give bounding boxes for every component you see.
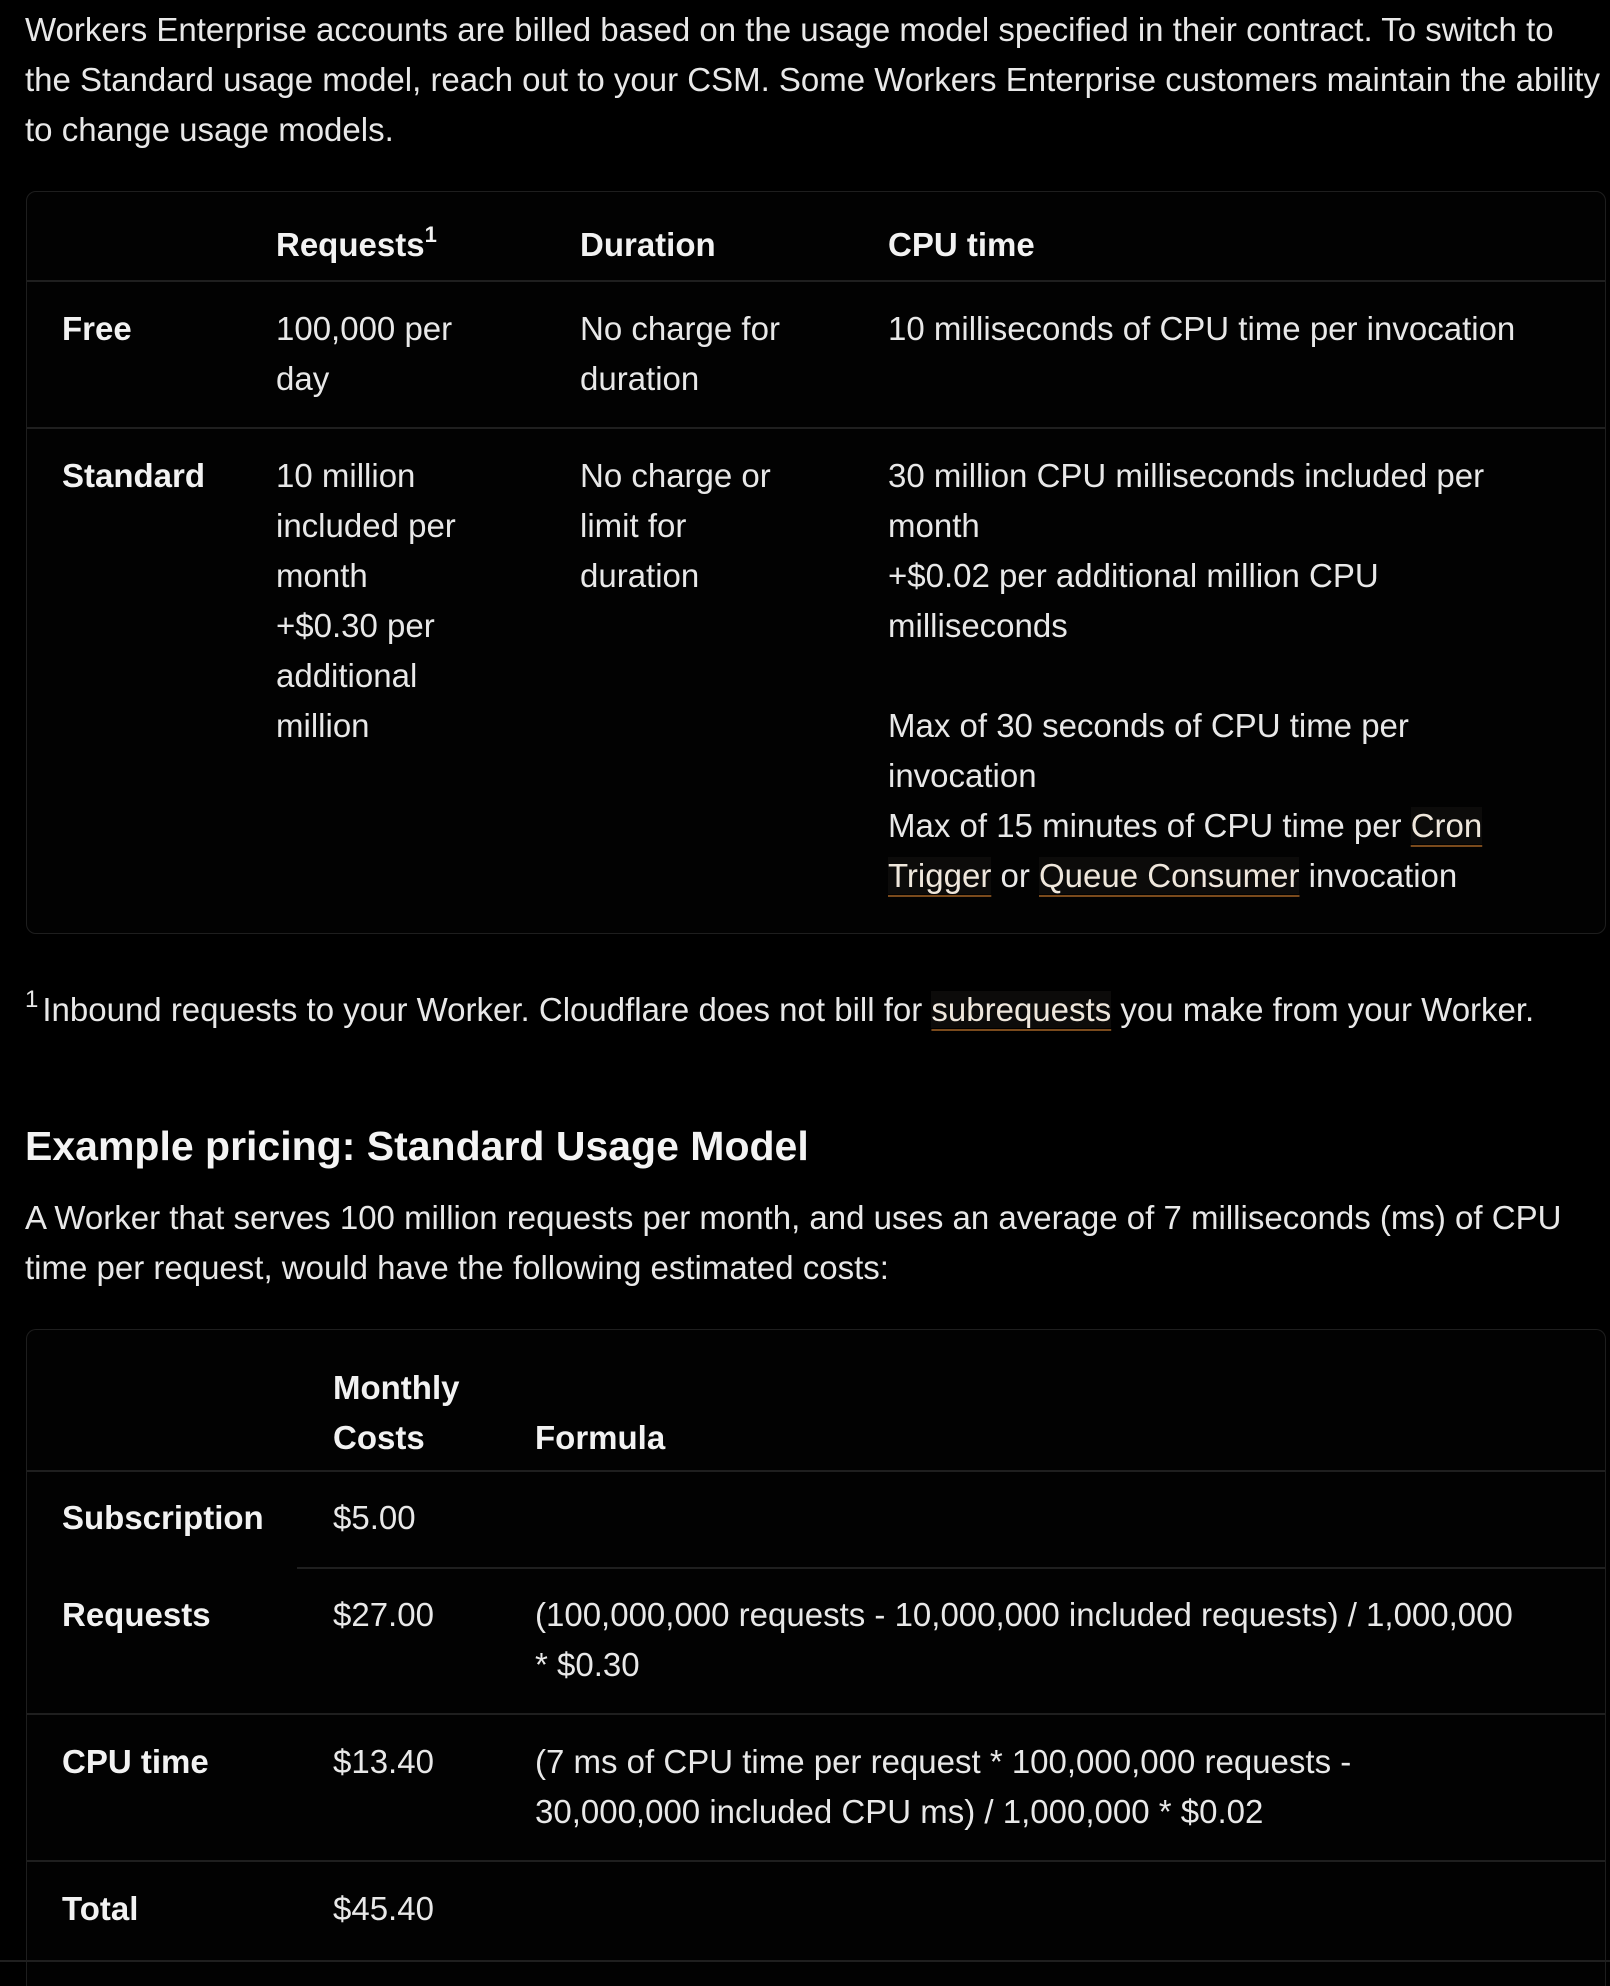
subrequests-link[interactable]: subrequests xyxy=(931,991,1112,1028)
row-divider xyxy=(27,1713,1605,1715)
header-monthly-costs: Monthly Costs xyxy=(333,1369,460,1456)
standard-cpu-time: 30 million CPU milliseconds included per month +$0.02 per additional million CPU milliseconds Max of 30 seconds of CPU time per invocation Max of 15 minutes of CPU time per Cron Trigger or Queue Consumer invocation xyxy=(888,457,1485,894)
row-label-free: Free xyxy=(62,310,132,347)
row-divider xyxy=(27,1860,1605,1862)
header-cpu-time: CPU time xyxy=(888,226,1035,263)
standard-duration: No charge or limit for duration xyxy=(580,457,771,594)
cpu-time-formula: (7 ms of CPU time per request * 100,000,000 requests - 30,000,000 included CPU ms) / 1,000,000 * $0.02 xyxy=(535,1743,1352,1830)
cron-trigger-link-cont[interactable]: Trigger xyxy=(888,857,992,894)
pricing-table xyxy=(26,191,1606,934)
row-label-total: Total xyxy=(62,1890,139,1927)
bottom-divider xyxy=(0,1960,1610,1962)
row-label-standard: Standard xyxy=(62,457,206,494)
header-requests: Requests$^1$ xyxy=(276,222,437,263)
cpu-time-cost: $13.40 xyxy=(333,1743,434,1780)
free-duration: No charge for duration xyxy=(580,310,780,397)
row-label-requests: Requests xyxy=(62,1596,211,1633)
row-divider xyxy=(27,427,1605,429)
header-formula: Formula xyxy=(535,1419,666,1456)
free-requests: 100,000 per day xyxy=(276,310,453,397)
subscription-cost: $5.00 xyxy=(333,1499,416,1536)
row-label-cpu-time: CPU time xyxy=(62,1743,209,1780)
requests-cost: $27.00 xyxy=(333,1596,434,1633)
example-pricing-heading: Example pricing: Standard Usage Model xyxy=(25,1123,809,1169)
header-divider xyxy=(27,1470,1605,1472)
free-cpu-time: 10 milliseconds of CPU time per invocation xyxy=(888,310,1516,347)
total-cost: $45.40 xyxy=(333,1890,434,1927)
cron-trigger-link[interactable]: Cron xyxy=(1410,807,1483,844)
intro-paragraph: Workers Enterprise accounts are billed based on the usage model specified in their contract. To switch to the Standard usage model, reach out to your CSM. Some Workers Enterprise customers maintain the ability to change usage models. xyxy=(25,11,1600,148)
header-divider xyxy=(27,280,1605,282)
cost-table xyxy=(26,1329,1606,1986)
standard-requests: 10 million included per month +$0.30 per additional million xyxy=(276,457,456,744)
row-divider xyxy=(297,1567,1605,1569)
requests-formula: (100,000,000 requests - 10,000,000 included requests) / 1,000,000 * $0.30 xyxy=(535,1596,1513,1683)
row-label-subscription: Subscription xyxy=(62,1499,264,1536)
footnote: $^1$ Inbound requests to your Worker. Cloudflare does not bill for subrequests you make from your Worker. xyxy=(25,986,1535,1028)
example-intro-paragraph: A Worker that serves 100 million requests per month, and uses an average of 7 milliseconds (ms) of CPU time per request, would have the following estimated costs: xyxy=(25,1199,1562,1286)
queue-consumer-link[interactable]: Queue Consumer xyxy=(1039,857,1300,894)
header-duration: Duration xyxy=(580,226,716,263)
